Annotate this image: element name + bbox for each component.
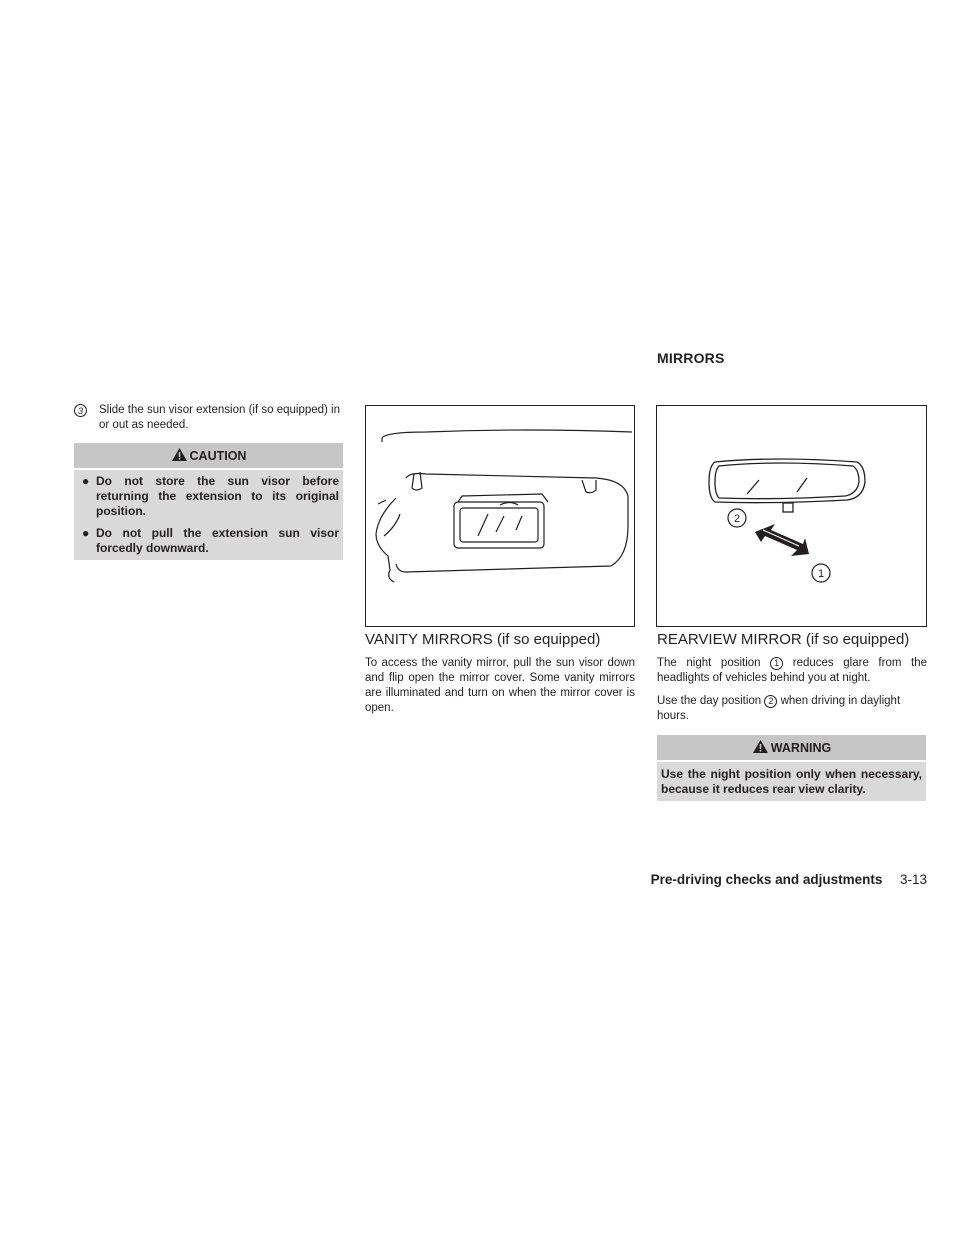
caution-item: ● Do not store the sun visor before returning the extension to its original position. <box>82 474 339 518</box>
caution-label: CAUTION <box>189 449 247 463</box>
rearview-mirror-heading: REARVIEW MIRROR (if so equipped) <box>657 631 910 648</box>
day-text-end: when driving in daylight hours. <box>657 695 901 722</box>
warning-label: WARNING <box>770 741 832 755</box>
vanity-mirror-figure <box>365 405 635 627</box>
caution-item-text: Do not pull the extension sun visor forcedly downward. <box>96 526 339 555</box>
step-number-badge: 3 <box>74 404 87 417</box>
warning-box <box>657 735 926 801</box>
vanity-mirrors-heading: VANITY MIRRORS (if so equipped) <box>365 631 601 648</box>
caution-item: ● Do not pull the extension sun visor forcedly downward. <box>82 526 339 555</box>
footer-section-title: Pre-driving checks and adjustments <box>650 872 883 887</box>
caution-body <box>74 468 343 560</box>
warning-triangle-icon <box>752 739 769 757</box>
page-footer <box>651 872 927 887</box>
figure-label-2: 2 <box>733 513 741 525</box>
day-position-text <box>657 694 927 724</box>
sun-visor-illustration <box>366 406 634 626</box>
sun-visor-step <box>74 403 344 433</box>
night-text-start: The night position <box>657 657 761 669</box>
caution-item-text: Do not store the sun visor before returning the extension to its original position. <box>96 474 339 518</box>
callout-number-2: 2 <box>764 695 777 708</box>
rearview-mirror-figure <box>656 405 927 627</box>
caution-box <box>74 443 343 560</box>
night-position-text <box>657 656 927 686</box>
rearview-mirror-illustration <box>657 406 926 626</box>
mirrors-heading: MIRRORS <box>657 350 725 366</box>
step-text: Slide the sun visor extension (if so equipped) in or out as needed. <box>99 404 341 431</box>
warning-triangle-icon <box>171 447 188 465</box>
callout-number-1: 1 <box>770 657 783 670</box>
warning-text: Use the night position only when necessary, because it reduces rear view clarity. <box>657 760 926 801</box>
double-arrow-icon <box>755 524 809 556</box>
night-text-end: reduces glare from the headlights of vehicles behind you at night. <box>657 657 927 684</box>
vanity-mirrors-text: To access the vanity mirror, pull the sun visor down and flip open the mirror cover. Some vanity mirrors are illuminated and turn on when the mirror cover is open. <box>365 657 635 714</box>
warning-header <box>657 735 926 760</box>
caution-header <box>74 443 343 468</box>
figure-label-1: 1 <box>817 568 825 580</box>
day-text-start: Use the day position <box>657 695 762 707</box>
page-number: 3-13 <box>899 872 927 887</box>
